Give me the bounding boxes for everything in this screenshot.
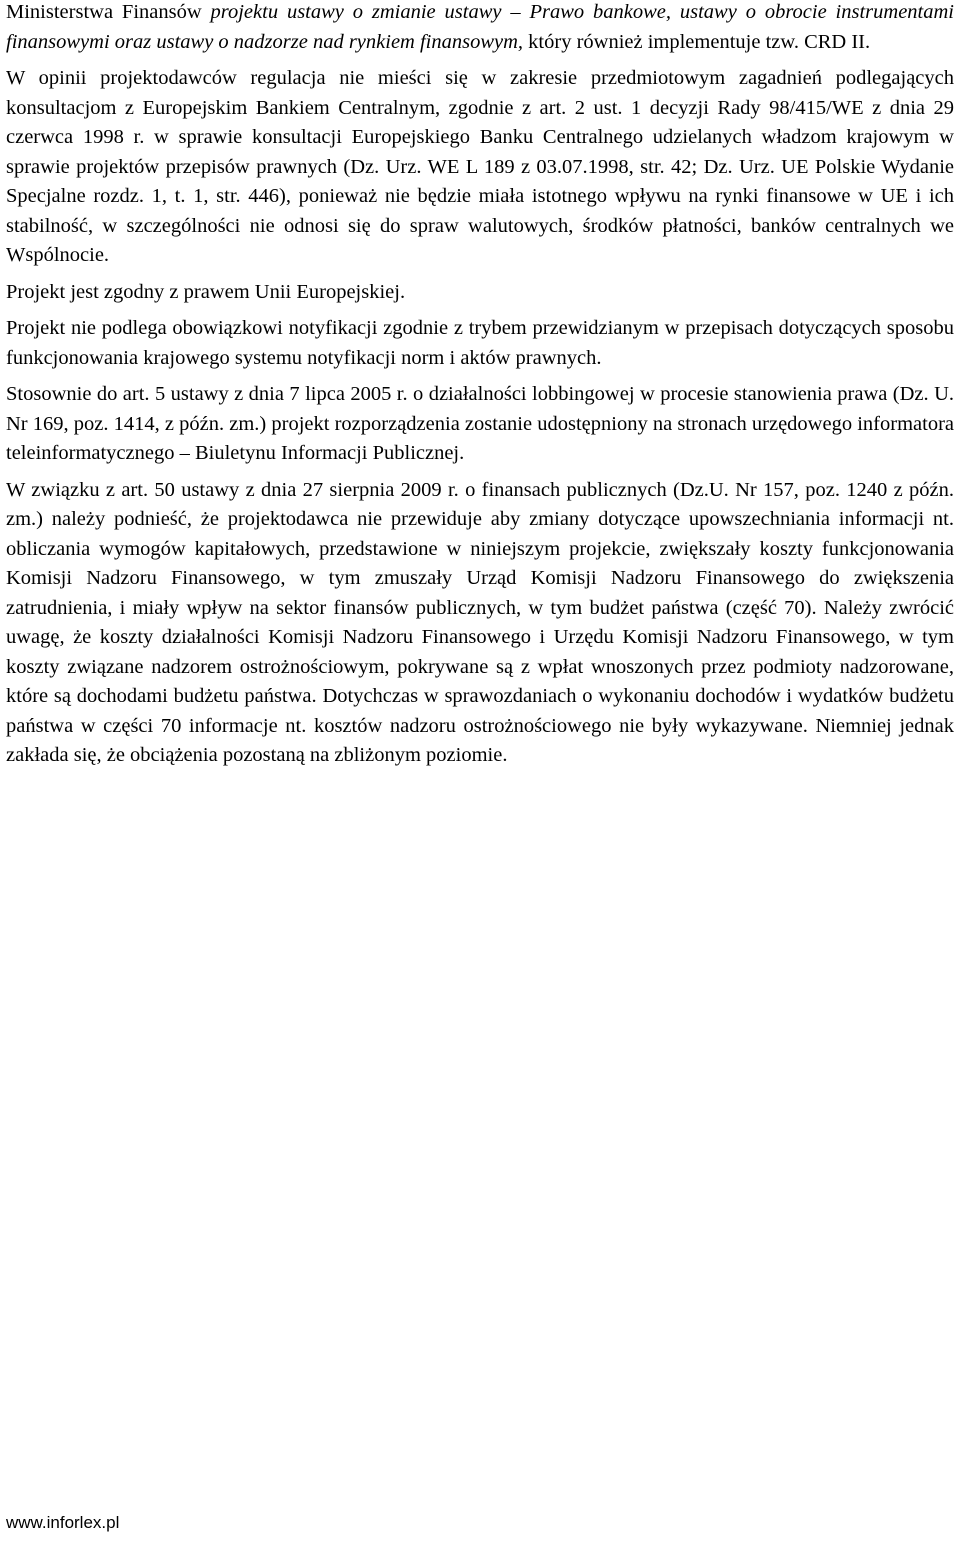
paragraph-text: który również implementuje tzw. CRD II. bbox=[523, 30, 871, 53]
footer-url: www.inforlex.pl bbox=[6, 1513, 120, 1532]
paragraph-ministry-project bbox=[6, 0, 954, 57]
paragraph-text: Ministerstwa Finansów bbox=[6, 1, 211, 23]
paragraph-eu-compliance bbox=[6, 278, 954, 308]
paragraph-ecb-consultation bbox=[6, 64, 954, 271]
paragraph-public-finance bbox=[6, 476, 954, 771]
paragraph-italic-text: projektu ustawy o zmianie ustawy – Prawo bankowe, ustawy o obrocie instrumentami finansowymi oraz ustawy o nadzorze nad rynkiem finansowym, bbox=[6, 1, 954, 53]
paragraph-text: Projekt jest zgodny z prawem Unii Europejskiej. bbox=[6, 280, 406, 303]
paragraph-text: W opinii projektodawców regulacja nie mieści się w zakresie przedmiotowym zagadnień podlegających konsultacjom z Europejskim Bankiem Centralnym, zgodnie z art. 2 ust. 1 decyzji Rady 98/415/WE z dnia 29 czerwca 1998 r. w sprawie konsultacji Europejskiego Banku Centralnego udzielanych władzom krajowym w sprawie projektów przepisów prawnych (Dz. Urz. WE L 189 z 03.07.1998, str. 42; Dz. Urz. UE Polskie Wydanie Specjalne rozdz. 1, t. 1, str. 446), ponieważ nie będzie miała istotnego wpływu na rynki finansowe w UE i ich stabilność, w szczególności nie odnosi się do spraw walutowych, środków płatności, banków centralnych we Wspólnocie. bbox=[6, 67, 954, 266]
paragraph-text: Projekt nie podlega obowiązkowi notyfikacji zgodnie z trybem przewidzianym w przepisach dotyczących sposobu funkcjonowania krajowego systemu notyfikacji norm i aktów prawnych. bbox=[6, 317, 954, 369]
paragraph-lobbying bbox=[6, 380, 954, 469]
paragraph-text: Stosownie do art. 5 ustawy z dnia 7 lipca 2005 r. o działalności lobbingowej w procesie stanowienia prawa (Dz. U. Nr 169, poz. 1414, z późn. zm.) projekt rozporządzenia zostanie udostępniony na stronach urzędowego informatora teleinformatycznego – Biuletynu Informacji Publicznej. bbox=[6, 383, 954, 464]
paragraph-text: W związku z art. 50 ustawy z dnia 27 sierpnia 2009 r. o finansach publicznych (Dz.U. Nr 157, poz. 1240 z późn. zm.) należy podnieść, że projektodawca nie przewiduje aby zmiany dotyczące upowszechniania informacji nt. obliczania wymogów kapitałowych, przedstawione w niniejszym projekcie, zwiększały koszty funkcjonowania Komisji Nadzoru Finansowego, w tym zmuszały Urząd Komisji Nadzoru Finansowego do zwiększenia zatrudnienia, i miały wpływ na sektor finansów publicznych, w tym budżet państwa (część 70). Należy zwrócić uwagę, że koszty działalności Komisji Nadzoru Finansowego i Urzędu Komisji Nadzoru Finansowego, w tym koszty związane nadzorem ostrożnościowym, pokrywane są z wpłat wnoszonych przez podmioty nadzorowane, które są dochodami budżetu państwa. Dotychczas w sprawozdaniach o wykonaniu dochodów i wydatków budżetu państwa w części 70 informacje nt. kosztów nadzoru ostrożnościowego nie były wykazywane. Niemniej jednak zakłada się, że obciążenia pozostaną na zbliżonym poziomie. bbox=[6, 478, 954, 766]
paragraph-notification bbox=[6, 314, 954, 373]
document-page bbox=[6, 0, 954, 778]
